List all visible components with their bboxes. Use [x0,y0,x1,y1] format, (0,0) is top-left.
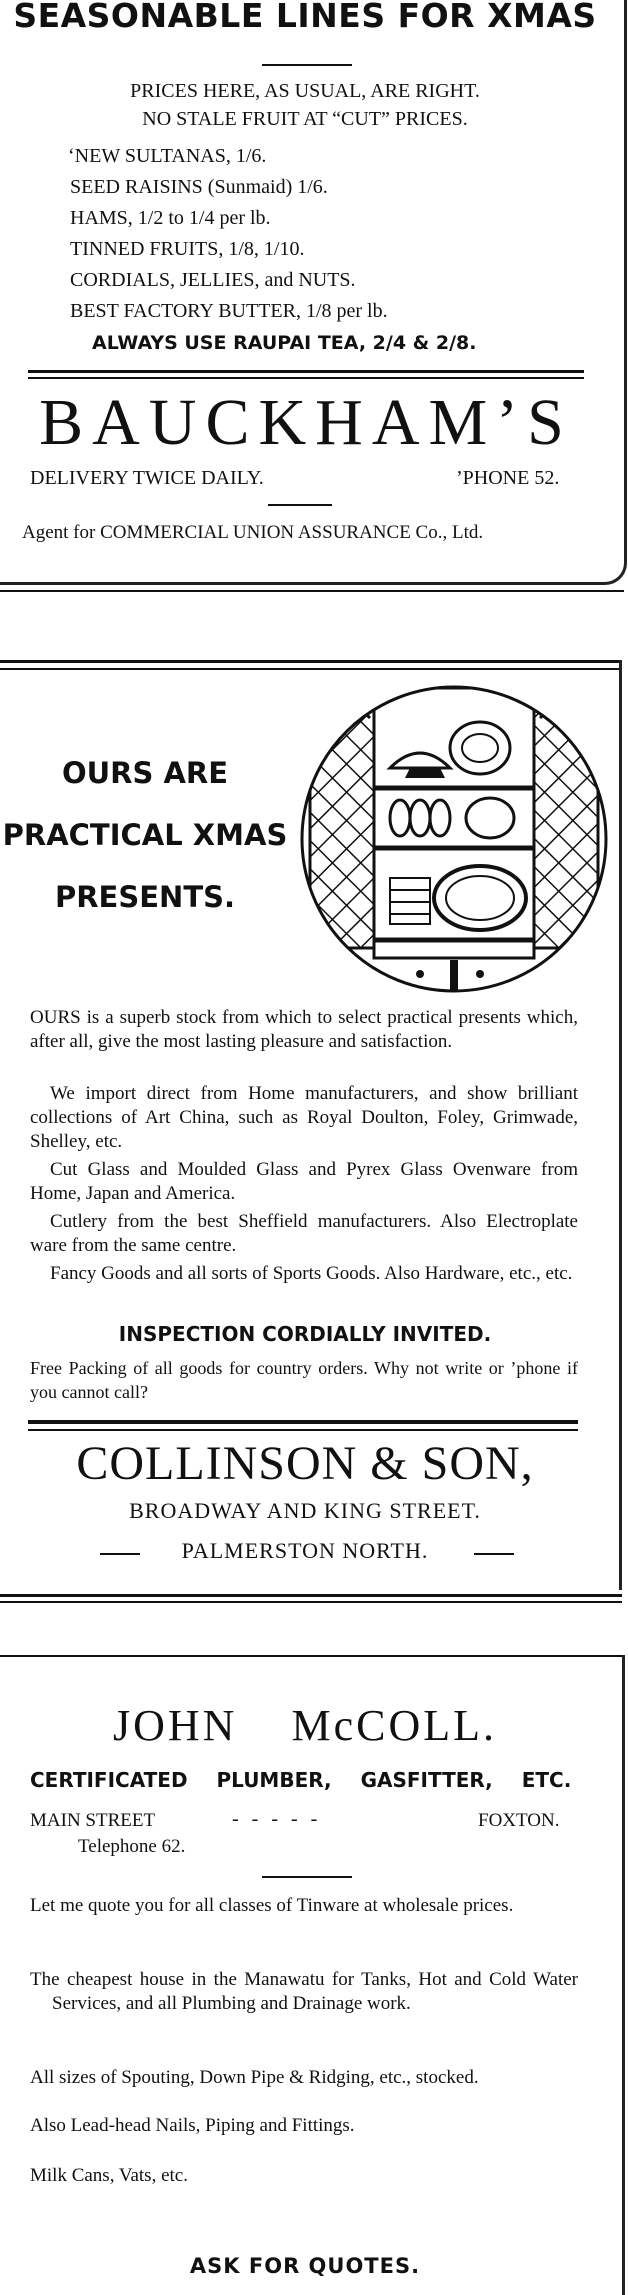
glass-paragraph: Cut Glass and Moulded Glass and Pyrex Glass Ovenware from Home, Japan and America. [30,1159,578,1204]
town-name: FOXTON. [478,1810,560,1831]
free-packing-text: Free Packing of all goods for country orders. Why not write or ’phone if you cannot call? [30,1358,578,1402]
ask-for-quotes: ASK FOR QUOTES. [189,2254,421,2278]
tinware-paragraph: Let me quote you for all classes of Tinware at wholesale prices. [30,1895,514,1916]
cutlery-paragraph: Cutlery from the best Sheffield manufacturers. Also Electroplate ware from the same centre. [30,1211,578,1256]
bauckham-name: BAUCKHAM’S [39,386,573,459]
headline-line-1: OURS ARE [61,756,229,790]
fancy-goods-paragraph: Fancy Goods and all sorts of Sports Goods. Also Hardware, etc., etc. [50,1263,573,1284]
double-rule-top [28,370,584,373]
ad-separator [0,590,624,592]
title-short-rule [262,64,352,66]
short-rule [262,1876,352,1878]
price-item: TINNED FRUITS, 1/8, 1/10. [70,238,305,260]
mccoll-trade: CERTIFICATED PLUMBER, GASFITTER, ETC. [30,1768,572,1792]
spouting-line: All sizes of Spouting, Down Pipe & Ridging, etc., stocked. [30,2067,479,2088]
price-item: ‘NEW SULTANAS, 1/6. [68,145,267,167]
leader-dashes: - - - - - [232,1808,322,1830]
agent-line: Agent for COMMERCIAL UNION ASSURANCE Co., Ltd. [22,522,484,543]
raupai-tea-line: ALWAYS USE RAUPAI TEA, 2/4 & 2/8. [92,332,477,354]
milk-cans-line: Milk Cans, Vats, etc. [30,2165,188,2186]
price-item: SEED RAISINS (Sunmaid) 1/6. [70,176,328,198]
mccoll-telephone: Telephone 62. [78,1836,186,1857]
price-item: CORDIALS, JELLIES, and NUTS. [70,269,356,291]
dash-right [474,1553,514,1555]
street-name: MAIN STREET [30,1810,156,1831]
delivery-text: DELIVERY TWICE DAILY. [30,467,264,489]
ad2-bottom-rule [0,1601,622,1603]
cheapest-house-paragraph: The cheapest house in the Manawatu for Tanks, Hot and Cold Water Services, and all Plumbing and Drainage work. [30,1969,578,2014]
phone-number: ’PHONE 52. [456,467,560,489]
double-rule-top [28,1420,578,1424]
intro-line-2: NO STALE FRUIT AT “CUT” PRICES. [142,108,468,130]
price-item: HAMS, 1/2 to 1/4 per lb. [70,207,271,229]
collinson-address: BROADWAY AND KING STREET. [129,1498,481,1523]
mccoll-name: JOHN McCOLL. [113,1701,497,1750]
double-rule-bottom [28,377,584,379]
inspection-invited: INSPECTION CORDIALLY INVITED. [118,1322,492,1346]
china-paragraph: We import direct from Home manufacturers, and show brilliant collections of Art China, such as Royal Doulton, Foley, Grimwade, Shelley, etc. [30,1083,578,1152]
short-rule [268,504,332,506]
headline-line-3: PRESENTS. [54,880,236,914]
china-cabinet-illustration [290,678,618,1000]
collinson-name: COLLINSON & SON, [76,1437,534,1490]
ad2-right-border [619,660,622,1590]
price-item: BEST FACTORY BUTTER, 1/8 per lb. [70,300,388,322]
ad2-top-rule [0,668,622,670]
nails-line: Also Lead-head Nails, Piping and Fittings. [30,2115,355,2136]
bauckham-title: SEASONABLE LINES FOR XMAS [13,0,597,35]
intro-paragraph: OURS is a superb stock from which to select practical presents which, after all, give the most lasting pleasure and satisfaction. [30,1007,578,1052]
collinson-town: PALMERSTON NORTH. [181,1538,429,1563]
ad2-top-rule [0,660,622,663]
ad2-bottom-rule [0,1594,622,1597]
headline-line-2: PRACTICAL XMAS [2,818,288,852]
double-rule-bottom [28,1429,578,1431]
intro-line-1: PRICES HERE, AS USUAL, ARE RIGHT. [130,80,480,102]
